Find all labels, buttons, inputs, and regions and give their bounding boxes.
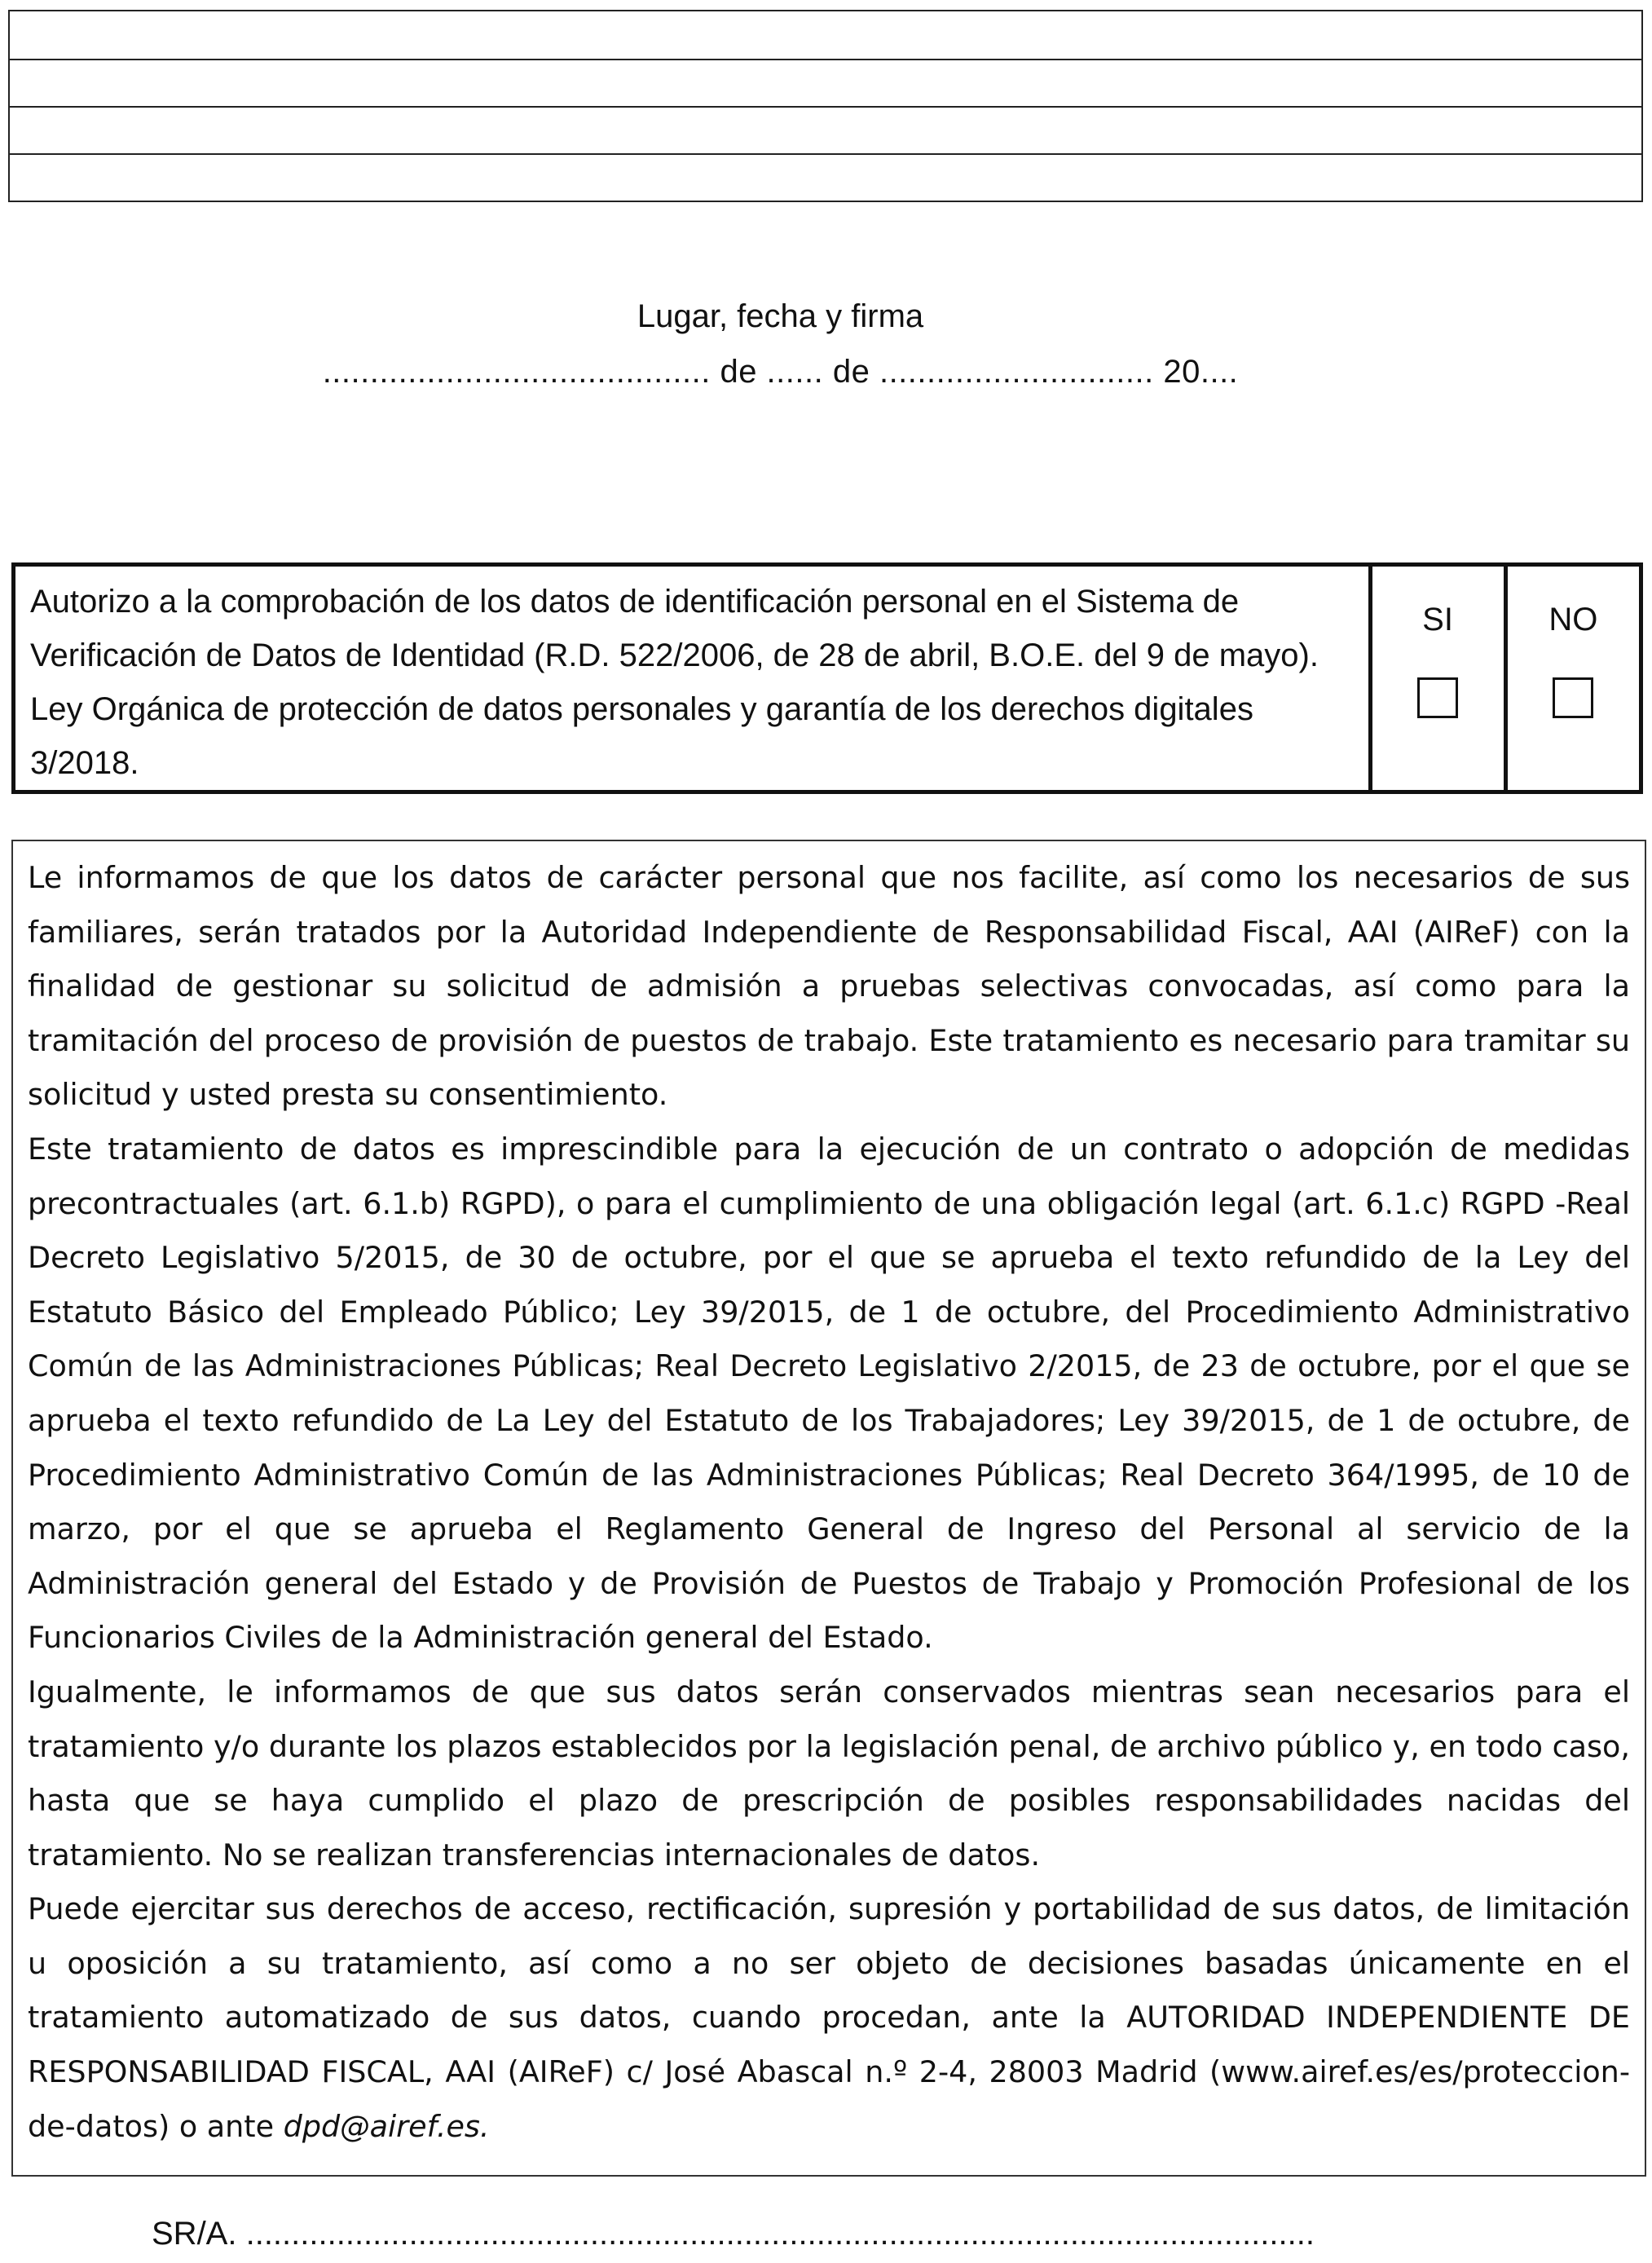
blank-lines-table — [8, 10, 1643, 202]
notice-paragraph-rights — [28, 1882, 1630, 2154]
authorization-no-cell — [1505, 565, 1641, 792]
blank-line[interactable] — [9, 11, 1642, 60]
notice-paragraph-legal-basis: Este tratamiento de datos es imprescindible para la ejecución de un contrato o adopción de medidas precontractuales (art. 6.1.b) RGPD), o para el cumplimiento de una obligación legal (art. 6.1.c) RGPD -Real Decreto Legislativo 5/2015, de 30 de octubre, por el que se aprueba el texto refundido de la Ley del Estatuto Básico del Empleado Público; Ley 39/2015, de 1 de octubre, del Procedimiento Administrativo Común de las Administraciones Públicas; Real Decreto Legislativo 2/2015, de 23 de octubre, por el que se aprueba el texto refundido de La Ley del Estatuto de los Trabajadores; Ley 39/2015, de 1 de octubre, de Procedimiento Administrativo Común de las Administraciones Públicas; Real Decreto 364/1995, de 10 de marzo, por el que se aprueba el Reglamento General de Ingreso del Personal al servicio de la Administración general del Estado y de Provisión de Puestos de Trabajo y Promoción Profesional de los Funcionarios Civiles de la Administración general del Estado. — [28, 1131, 1630, 1656]
notice-paragraph-retention: Igualmente, le informamos de que sus datos serán conservados mientras sean necesarios para el tratamiento y/o durante los plazos establecidos por la legislación penal, de archivo público y, en todo caso, hasta que se haya cumplido el plazo de prescripción de posibles responsabilidades nacidas del tratamiento. No se realizan transferencias internacionales de datos. — [28, 1674, 1630, 1873]
blank-line[interactable] — [9, 154, 1642, 201]
yes-label: SI — [1422, 602, 1453, 637]
notice-paragraph-purpose: Le informamos de que los datos de carácter personal que nos facilite, así como los necesarios de sus familiares, serán tratados por la Autoridad Independiente de Responsabilidad Fiscal, AAI (AIReF) con la finalidad de gestionar su solicitud de admisión a pruebas selectivas convocadas, así como para la tramitación del proceso de provisión de puestos de trabajo. Este tratamiento es necesario para tramitar su solicitud y usted presta su consentimiento. — [28, 860, 1630, 1113]
addressee-line[interactable]: SR/A. ...................................................................................................................... — [152, 2216, 1315, 2252]
signature-date-line[interactable]: ......................................... de ...... de ............................. 20.... — [322, 354, 1239, 390]
dpd-email[interactable]: dpd@airef.es. — [283, 2108, 490, 2144]
signature-label: Lugar, fecha y firma — [637, 298, 924, 334]
no-label: NO — [1548, 602, 1598, 637]
blank-line[interactable] — [9, 107, 1642, 154]
privacy-notice — [11, 840, 1646, 2177]
blank-line[interactable] — [9, 60, 1642, 107]
authorization-yes-cell — [1370, 565, 1505, 792]
authorization-text: Autorizo a la comprobación de los datos de identificación personal en el Sistema de Verificación de Datos de Identidad (R.D. 522/2006, de 28 de abril, B.O.E. del 9 de mayo). Ley Orgánica de protección de datos personales y garantía de los derechos digitales 3/2018. — [14, 565, 1371, 792]
notice-rights-text: Puede ejercitar sus derechos de acceso, rectificación, supresión y portabilidad de sus datos, de limitación u oposición a su tratamiento, así como a no ser objeto de decisiones basadas únicamente en el tratamiento automatizado de sus datos, cuando procedan, ante la AUTORIDAD INDEPENDIENTE DE RESPONSABILIDAD FISCAL, AAI (AIReF) c/ José Abascal n.º 2-4, 28003 Madrid (www.airef.es/es/proteccion-de-datos) o ante — [28, 1891, 1630, 2144]
yes-checkbox[interactable] — [1417, 677, 1458, 718]
authorization-table — [11, 562, 1643, 794]
no-checkbox[interactable] — [1553, 677, 1593, 718]
